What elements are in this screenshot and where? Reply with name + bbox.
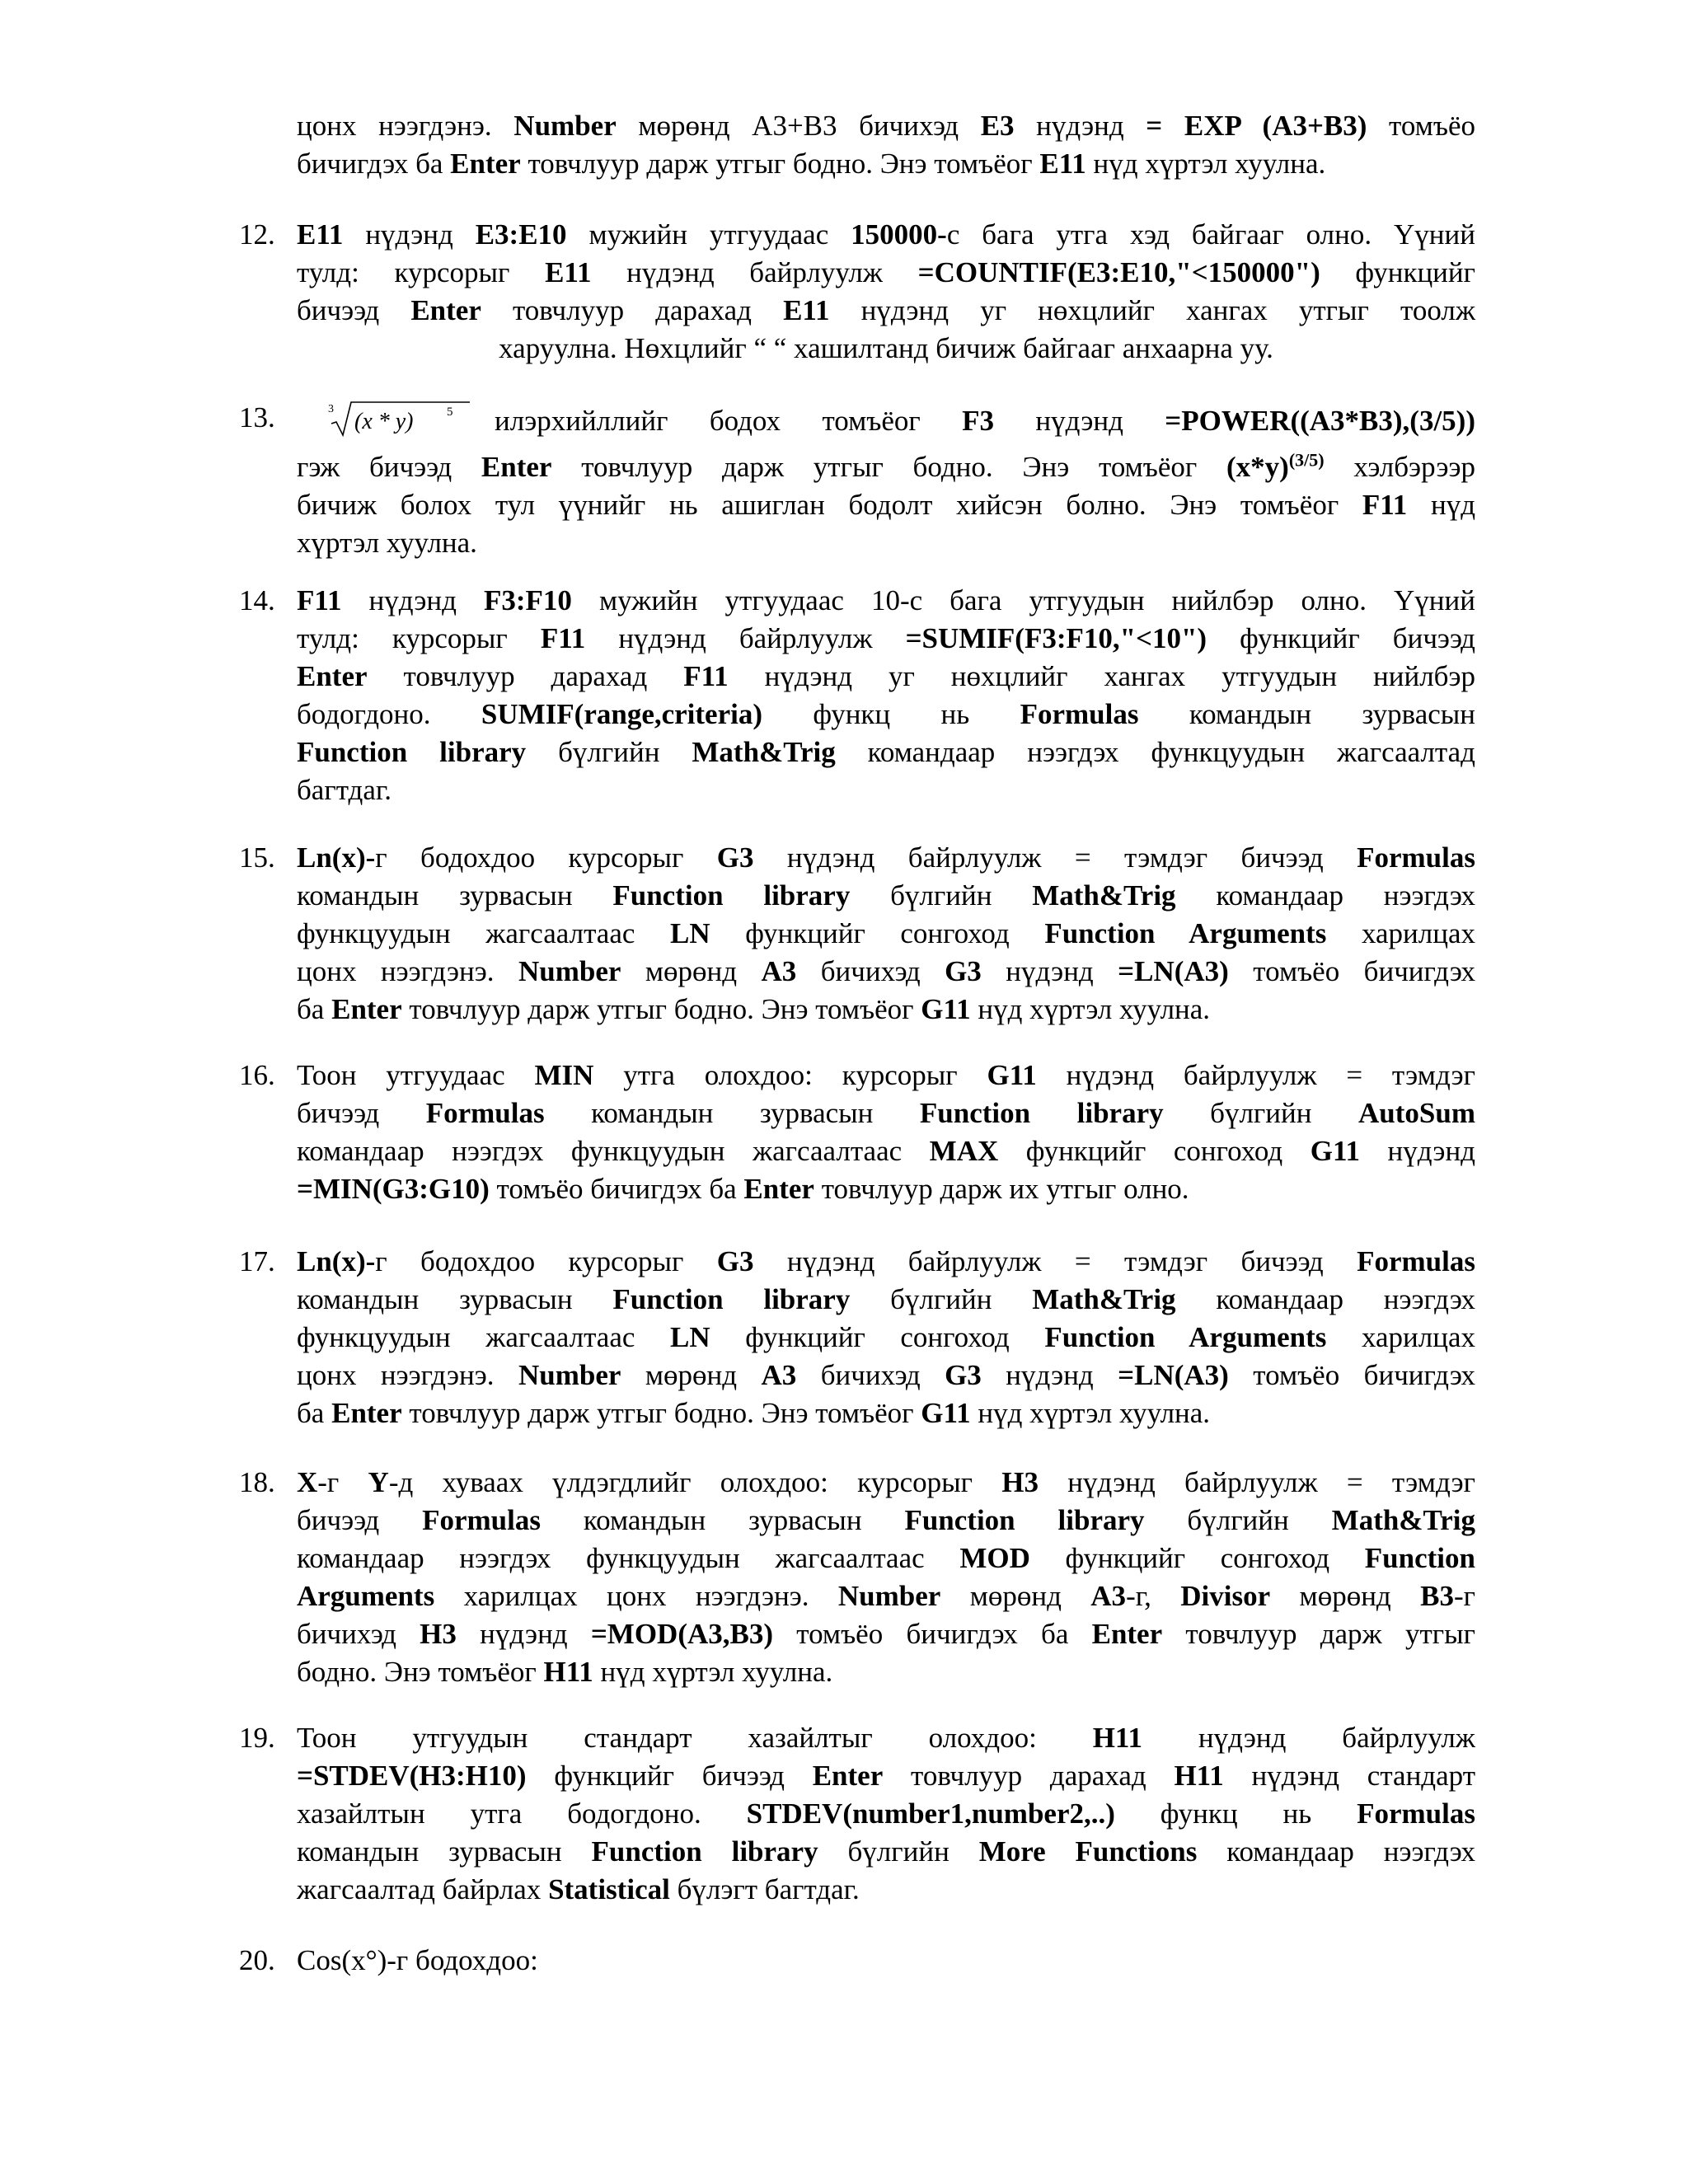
radical-formula-image (326, 399, 475, 448)
list-item-13 (239, 399, 1475, 562)
text-run: бичээд (297, 1097, 426, 1129)
text-run: нүдэнд (456, 1618, 591, 1650)
text-run: командаар нээгдэх (1175, 879, 1475, 912)
bold-term: MAX (929, 1135, 999, 1167)
text-line (297, 145, 1475, 183)
text-run: багтдаг. (297, 774, 392, 806)
text-run: г бодохдоо курсорыг (375, 841, 717, 874)
text-run: нүдэнд (1360, 1135, 1475, 1167)
bold-term: E3 (980, 110, 1015, 142)
text-run: харилцах цонх нээгдэнэ. (434, 1580, 838, 1612)
bold-term: G3 (945, 1359, 982, 1391)
exponent: 5 (447, 405, 453, 419)
bold-term: E11 (297, 218, 344, 251)
text-line (297, 582, 1475, 620)
text-run: Cos(x°)-г бодохдоо: (297, 1944, 538, 1976)
text-run: нүдэнд уг нөхцлийг хангах утгуудын нийлбэр (728, 660, 1475, 692)
text-run: хүртэл хуулна. (297, 527, 477, 559)
item-number: 19. (239, 1722, 275, 1754)
bold-term: F3 (962, 405, 995, 437)
text-run: тулд: курсорыг (297, 256, 546, 288)
text-line (297, 330, 1475, 368)
text-run: товчлуур дарж утгыг бодно. Энэ томъёог (401, 993, 921, 1025)
bold-term: H3 (420, 1618, 457, 1650)
text-run: томъёо бичигдэх (1228, 955, 1475, 987)
text-run: бичигдэх ба (297, 148, 451, 180)
text-run: товчлуур дарж утгыг бодно. Энэ томъёог (401, 1397, 921, 1429)
bold-term: H11 (1092, 1722, 1142, 1754)
bold-term: Formulas (425, 1097, 545, 1129)
text-run: функцуудын жагсаалтаас (297, 917, 670, 949)
text-run: нүдэнд байрлуулж (591, 256, 918, 288)
bold-term: F11 (540, 622, 586, 654)
bold-term: Formulas (1357, 841, 1475, 874)
text-run: томъёо бичигдэх (1228, 1359, 1475, 1391)
text-run: цонх нээгдэнэ. (297, 955, 518, 987)
bold-term: MOD (959, 1542, 1030, 1574)
text-line (297, 839, 1475, 877)
text-run: нүд хүртэл хуулна. (970, 1397, 1211, 1429)
text-run: функц нь (1114, 1797, 1357, 1830)
text-run: нүдэнд байрлуулж = тэмдэг бичээд (753, 841, 1357, 874)
bold-term: H3 (1001, 1466, 1039, 1498)
text-run: функцуудын жагсаалтаас (297, 1321, 670, 1353)
text-line (297, 1094, 1475, 1132)
item-number: 12. (239, 218, 275, 251)
text-run: тулд: курсорыг (297, 622, 541, 654)
text-run: -д хуваах үлдэгдлийг олохдоо: курсорыг (388, 1466, 1002, 1498)
text-line (297, 399, 1475, 448)
text-run: мөрөнд (621, 955, 762, 987)
text-run: нүдэнд (994, 405, 1165, 437)
text-line (297, 1502, 1475, 1540)
text-run: функцийг сонгоход (1029, 1542, 1365, 1574)
bold-term: =SUMIF(F3:F10,"<10") (905, 622, 1207, 654)
text-run: функцийг сонгоход (998, 1135, 1311, 1167)
bold-term: More Functions (978, 1835, 1198, 1868)
item-body (297, 582, 1475, 809)
text-run: мужийн утгуудаас (566, 218, 851, 251)
text-run: нүдэнд (343, 218, 476, 251)
text-run: бүлгийн (850, 1283, 1033, 1315)
bold-term: =MOD(A3,B3) (590, 1618, 774, 1650)
text-line (297, 1577, 1475, 1615)
text-line (297, 1871, 1475, 1909)
bold-term: SUMIF(range,criteria) (481, 698, 763, 730)
text-run: командаар нээгдэх функцуудын жагсаалтад (835, 736, 1475, 768)
text-run: товчлуур дарж утгыг бодно. Энэ томъёог (551, 451, 1227, 483)
text-line (297, 915, 1475, 953)
text-run: нүдэнд (341, 584, 484, 616)
bold-term: MIN (534, 1059, 594, 1091)
text-run: бүлгийн (1163, 1097, 1358, 1129)
text-run: -г, (1126, 1580, 1181, 1612)
text-run: г бодохдоо курсорыг (375, 1245, 717, 1277)
bold-term: A3 (761, 955, 797, 987)
text-run: бичээд (297, 294, 411, 326)
item-body (297, 1243, 1475, 1432)
text-run: бичихэд (796, 1359, 945, 1391)
bold-term: Enter (331, 1397, 402, 1429)
list-item-20 (239, 1942, 1475, 1980)
bold-term: Enter (297, 660, 368, 692)
text-run: функцийг бичээд (1207, 622, 1475, 654)
bold-term: =LN(A3) (1118, 955, 1229, 987)
list-item-19 (239, 1719, 1475, 1909)
bold-term: STDEV(number1,number2,..) (746, 1797, 1115, 1830)
bold-term: LN (670, 917, 710, 949)
text-line (297, 1281, 1475, 1319)
bold-term: Number (837, 1580, 941, 1612)
text-run: мөрөнд (1270, 1580, 1421, 1612)
bold-term: Formulas (1357, 1797, 1475, 1830)
item-number: 18. (239, 1466, 275, 1498)
bold-term: Enter (743, 1173, 814, 1205)
text-run: илэрхийллийг бодох томъёог (495, 405, 963, 437)
item-body (297, 1057, 1475, 1208)
bold-term: Divisor (1180, 1580, 1271, 1612)
text-run: мөрөнд А3+В3 бичихэд (616, 110, 981, 142)
item-body (297, 839, 1475, 1029)
text-run: -г (317, 1466, 368, 1498)
bold-term: (3/5) (1288, 449, 1325, 471)
text-run: нүдэнд байрлуулж (1142, 1722, 1475, 1754)
text-run: нүдэнд уг нөхцлийг хангах утгыг тоолж (829, 294, 1476, 326)
radicand: (x * y) (354, 409, 414, 434)
bold-term: Y (368, 1466, 389, 1498)
item-number: 14. (239, 584, 275, 616)
text-line (297, 658, 1475, 696)
text-run: нүд хүртэл хуулна. (970, 993, 1211, 1025)
text-line (297, 991, 1475, 1029)
text-run: с бага утга хэд байгааг олно. Үүний (946, 218, 1475, 251)
text-run: функцийг сонгоход (710, 1321, 1045, 1353)
text-run: командаар нээгдэх (1197, 1835, 1475, 1868)
text-run: ба (297, 1397, 332, 1429)
bold-term: F3:F10 (484, 584, 572, 616)
text-line (297, 216, 1475, 254)
bold-term: Ln(x)- (297, 1245, 376, 1277)
text-run: бүлгийн (1144, 1504, 1332, 1536)
text-line (297, 620, 1475, 658)
text-line (297, 1132, 1475, 1170)
text-line (297, 1057, 1475, 1094)
bold-term: Function library (297, 736, 527, 768)
text-run: бичихэд (796, 955, 945, 987)
item-number: 17. (239, 1245, 275, 1277)
text-run: командаар нээгдэх функцуудын жагсаалтаас (297, 1542, 960, 1574)
text-run: цонх нээгдэнэ. (297, 1359, 518, 1391)
text-run: функц нь (762, 698, 1020, 730)
text-line (297, 1243, 1475, 1281)
bold-term: Math&Trig (692, 736, 836, 768)
text-run: нүд хүртэл хуулна. (1085, 148, 1326, 180)
list-item-16 (239, 1057, 1475, 1208)
bold-term: Enter (410, 294, 481, 326)
bold-term: AutoSum (1358, 1097, 1475, 1129)
text-run: томъёо бичигдэх ба (489, 1173, 744, 1205)
text-run: бичиж болох тул үүнийг нь ашиглан бодолт хийсэн болно. Энэ томъёог (297, 489, 1362, 521)
list-item-14 (239, 582, 1475, 809)
text-run: -г (1453, 1580, 1475, 1612)
text-run: товчлуур дарж утгыг бодно. Энэ томъёог (520, 148, 1040, 180)
text-run: Тоон утгуудын стандарт хазайлтыг олохдоо: (297, 1722, 1093, 1754)
text-run: функцийг (1320, 256, 1475, 288)
item-body (297, 1719, 1475, 1909)
continuation-paragraph (297, 107, 1475, 183)
list-item-12 (239, 216, 1475, 368)
bold-term: =STDEV(H3:H10) (297, 1760, 527, 1792)
text-run: мөрөнд (940, 1580, 1091, 1612)
bold-term: G11 (987, 1059, 1037, 1091)
text-line (297, 733, 1475, 771)
bold-term: Function (1364, 1542, 1475, 1574)
text-line (297, 1757, 1475, 1795)
bold-term: E11 (545, 256, 592, 288)
bold-term: Math&Trig (1032, 879, 1176, 912)
text-line (297, 1540, 1475, 1577)
text-line (297, 292, 1475, 330)
text-line (297, 1357, 1475, 1394)
text-line (297, 1464, 1475, 1502)
bold-term: =LN(A3) (1118, 1359, 1229, 1391)
text-run: цонх нээгдэнэ. (297, 110, 514, 142)
bold-term: A3 (1090, 1580, 1127, 1612)
bold-term: Enter (481, 451, 552, 483)
bold-term: Enter (812, 1760, 884, 1792)
text-run: бодно. Энэ томъёог (297, 1656, 544, 1688)
text-run: бичээд (297, 1504, 423, 1536)
bold-term: F11 (683, 660, 729, 692)
text-run: нүдэнд байрлуулж (585, 622, 906, 654)
bold-term: X (297, 1466, 318, 1498)
bold-term: Formulas (1357, 1245, 1475, 1277)
text-run: командын зурвасын (540, 1504, 905, 1536)
text-line (297, 1394, 1475, 1432)
text-run: товчлуур дарахад (367, 660, 684, 692)
text-run: утга олохдоо: курсорыг (593, 1059, 987, 1091)
text-run: бодогдоно. (297, 698, 481, 730)
bold-term: G11 (921, 993, 971, 1025)
bold-term: = EXP (A3+B3) (1146, 110, 1367, 142)
text-run: командын зурвасын (297, 1835, 592, 1868)
text-run: мөрөнд (621, 1359, 762, 1391)
bold-term: E3:E10 (475, 218, 567, 251)
text-run: хэлбэрээр (1324, 451, 1475, 483)
text-run: нүдэнд (1014, 110, 1146, 142)
bold-term: E11 (783, 294, 830, 326)
bold-term: G11 (921, 1397, 971, 1429)
text-line (297, 771, 1475, 809)
text-run: товчлуур дарж их утгыг олно. (814, 1173, 1189, 1205)
text-run: функцийг бичээд (526, 1760, 813, 1792)
text-run: функцийг сонгоход (710, 917, 1045, 949)
text-line (297, 254, 1475, 292)
bold-term: G11 (1310, 1135, 1361, 1167)
text-run: бүлэгт багтдаг. (669, 1873, 860, 1905)
text-run: товчлуур дарахад (481, 294, 784, 326)
text-run: нүдэнд байрлуулж = тэмдэг бичээд (753, 1245, 1357, 1277)
bold-term: A3 (761, 1359, 797, 1391)
text-run: командаар нээгдэх (1175, 1283, 1475, 1315)
text-run: товчлуур дарж утгыг (1162, 1618, 1475, 1650)
bold-term: G3 (716, 1245, 754, 1277)
text-line (297, 524, 1475, 562)
text-run: товчлуур дарахад (883, 1760, 1175, 1792)
bold-term: Math&Trig (1032, 1283, 1176, 1315)
text-run: бүлгийн (818, 1835, 979, 1868)
text-run: жагсаалтад байрлах (297, 1873, 549, 1905)
bold-term: Enter (1091, 1618, 1163, 1650)
bold-term: G3 (716, 841, 754, 874)
text-run: харилцах (1326, 917, 1475, 949)
bold-term: Ln(x)- (297, 841, 376, 874)
bold-term: H11 (543, 1656, 593, 1688)
text-line (297, 448, 1475, 486)
text-run: ба (297, 993, 332, 1025)
bold-term: Enter (450, 148, 521, 180)
text-run: командын зурвасын (297, 879, 613, 912)
text-run: нүд хүртэл хуулна. (593, 1656, 833, 1688)
text-line (297, 1942, 1475, 1980)
bold-term: Function library (612, 879, 851, 912)
bold-term: 150000- (851, 218, 947, 251)
bold-term: Arguments (297, 1580, 435, 1612)
text-line (297, 1615, 1475, 1653)
bold-term: Enter (331, 993, 402, 1025)
bold-term: (x*y) (1226, 451, 1289, 483)
text-run: бүлгийн (850, 879, 1033, 912)
text-run: хазайлтын утга бодогдоно. (297, 1797, 747, 1830)
text-run: нүдэнд (981, 1359, 1118, 1391)
item-number: 13. (239, 401, 275, 434)
item-body (297, 1942, 1475, 1980)
item-number: 15. (239, 841, 275, 874)
item-body (297, 216, 1475, 368)
text-run: мужийн утгуудаас 10-с бага утгуудын нийлбэр олно. Үүний (571, 584, 1475, 616)
bold-term: Function library (612, 1283, 851, 1315)
text-run: бичихэд (297, 1618, 420, 1650)
text-run: харилцах (1326, 1321, 1475, 1353)
text-line (297, 1653, 1475, 1691)
text-line (297, 486, 1475, 524)
bold-term: Statistical (548, 1873, 670, 1905)
text-line (297, 1170, 1475, 1208)
item-number: 16. (239, 1059, 275, 1091)
bold-term: Formulas (1020, 698, 1139, 730)
bold-term: Function library (904, 1504, 1145, 1536)
bold-term: F11 (297, 584, 342, 616)
text-line (297, 107, 1475, 145)
bold-term: B3 (1420, 1580, 1454, 1612)
list-item-17 (239, 1243, 1475, 1432)
text-run: нүдэнд (981, 955, 1118, 987)
text-line (297, 696, 1475, 733)
text-run: томъёо бичигдэх ба (773, 1618, 1092, 1650)
text-run: гэж бичээд (297, 451, 481, 483)
text-line (297, 1319, 1475, 1357)
text-run: командаар нээгдэх функцуудын жагсаалтаас (297, 1135, 930, 1167)
text-run: Тоон утгуудаас (297, 1059, 535, 1091)
text-line (297, 1795, 1475, 1833)
bold-term: Formulas (422, 1504, 541, 1536)
text-run: нүдэнд байрлуулж = тэмдэг (1039, 1466, 1476, 1498)
text-run: командын зурвасын (544, 1097, 920, 1129)
bold-term: H11 (1174, 1760, 1224, 1792)
bold-term: Number (518, 1359, 621, 1391)
bold-term: =COUNTIF(E3:E10,"<150000") (917, 256, 1320, 288)
text-line (297, 953, 1475, 991)
bold-term: Function Arguments (1044, 1321, 1327, 1353)
bold-term: =POWER((A3*B3),(3/5)) (1165, 405, 1475, 437)
bold-term: Number (513, 110, 617, 142)
text-run: бүлгийн (526, 736, 692, 768)
item-number: 20. (239, 1944, 275, 1976)
bold-term: F11 (1362, 489, 1408, 521)
text-line (297, 1719, 1475, 1757)
bold-term: G3 (945, 955, 982, 987)
item-body (297, 1464, 1475, 1691)
list-item-15 (239, 839, 1475, 1029)
bold-term: LN (670, 1321, 710, 1353)
root-index: 3 (328, 403, 334, 415)
list-item-18 (239, 1464, 1475, 1691)
bold-term: E11 (1039, 148, 1086, 180)
text-line (297, 877, 1475, 915)
text-run: нүд (1407, 489, 1475, 521)
bold-term: Math&Trig (1331, 1504, 1475, 1536)
bold-term: Function library (591, 1835, 818, 1868)
bold-term: Number (518, 955, 621, 987)
text-run: нүдэнд байрлуулж = тэмдэг (1036, 1059, 1476, 1091)
bold-term: Function library (919, 1097, 1164, 1129)
text-run: нүдэнд стандарт (1223, 1760, 1475, 1792)
item-body (297, 399, 1475, 562)
bold-term: =MIN(G3:G10) (297, 1173, 490, 1205)
text-run: командын зурвасын (297, 1283, 613, 1315)
bold-term: Function Arguments (1044, 917, 1327, 949)
text-run: командын зурвасын (1138, 698, 1476, 730)
text-line (297, 1833, 1475, 1871)
text-run: харуулна. Нөхцлийг “ “ хашилтанд бичиж байгааг анхаарна уу. (499, 332, 1273, 364)
text-run: томъёо (1367, 110, 1475, 142)
